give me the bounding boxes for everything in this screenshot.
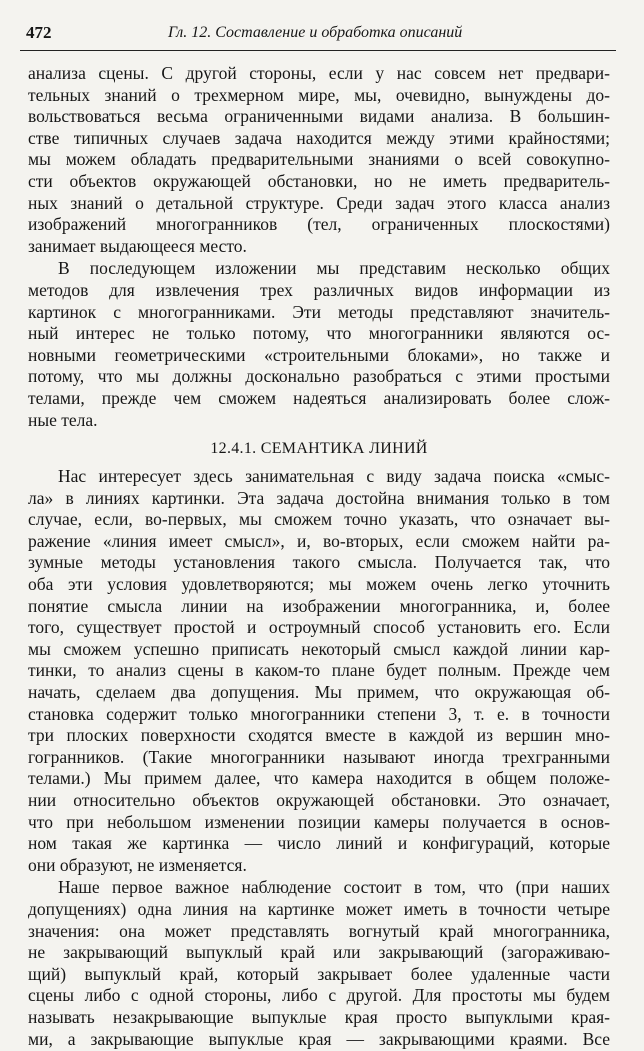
text-line: три плоских поверхности сходятся вместе в каждой из вершин мно- bbox=[28, 725, 610, 746]
text-line: ный интерес не только потому, что многогранники являются ос- bbox=[28, 323, 610, 344]
text-line: телами, прежде чем сможем надеяться анализировать более слож- bbox=[28, 387, 610, 408]
text-line: ла» в линиях картинки. Эта задача достойна внимания только в том bbox=[28, 487, 610, 508]
text-line: В последующем изложении мы представим несколько общих bbox=[58, 258, 610, 279]
text-line: что при небольшом изменении позиции камеры получается в основ- bbox=[28, 811, 610, 832]
text-line: ражение «линия имеет смысл», и, во-вторых, если сможем найти ра- bbox=[28, 530, 610, 551]
text-line: ном такая же картинка — число линий и конфигураций, которые bbox=[28, 833, 610, 854]
text-line: новными геометрическими «строительными блоками», но также и bbox=[28, 344, 610, 365]
text-line: не закрывающий выпуклый край или закрывающий (загораживаю- bbox=[28, 942, 610, 963]
text-line: сцены либо с одной стороны, либо с другой. Для простоты мы будем bbox=[28, 985, 610, 1006]
text-line: щий) выпуклый край, который закрывает более удаленные части bbox=[28, 963, 610, 984]
running-title: Гл. 12. Составление и обработка описаний bbox=[168, 24, 463, 41]
text-line: того, существует простой и остроумный способ установить его. Если bbox=[28, 617, 610, 638]
text-line: мы можем обладать предварительными знаниями о всей совокупно- bbox=[28, 149, 610, 170]
text-line: занимает выдающееся место. bbox=[28, 235, 247, 256]
text-line: ные тела. bbox=[28, 409, 98, 430]
text-line: Наше первое важное наблюдение состоит в том, что (при наших bbox=[58, 877, 610, 898]
text-line: становка содержит только многогранники степени 3, т. е. в точности bbox=[28, 703, 610, 724]
text-line: потому, что мы должны досконально разобраться с этими простыми bbox=[28, 366, 610, 387]
page-body bbox=[28, 63, 610, 1051]
paragraph-3 bbox=[28, 466, 610, 876]
text-line: зумные методы установления такого смысла. Получается так, что bbox=[28, 552, 610, 573]
text-line: телами.) Мы примем далее, что камера находится в общем положе- bbox=[28, 768, 610, 789]
text-line: начать, сделаем два допущения. Мы примем, что окружающая об- bbox=[28, 682, 610, 703]
text-line: они образуют, не изменяется. bbox=[28, 854, 247, 875]
text-line: оба эти условия удовлетворяются; мы можем очень легко уточнить bbox=[28, 574, 610, 595]
paragraph-2 bbox=[28, 258, 610, 431]
text-line: нии относительно объектов окружающей обстановки. Это означает, bbox=[28, 790, 610, 810]
text-line: ми, а закрывающие выпуклые края — закрывающими краями. Все bbox=[28, 1028, 610, 1049]
page-number: 472 bbox=[26, 23, 52, 42]
text-line: гогранников. (Такие многогранники называют иногда трехгранными bbox=[28, 746, 610, 767]
text-line: называть незакрывающие выпуклые края просто выпуклыми края- bbox=[28, 1006, 610, 1027]
text-line: тельных знаний о трехмерном мире, мы, очевидно, вынуждены до- bbox=[28, 84, 610, 105]
text-line: мы сможем успешно приписать некоторый смысл каждой линии кар- bbox=[28, 638, 610, 659]
text-line: изображений многогранников (тел, ограниченных плоскостями) bbox=[28, 214, 610, 235]
text-line: ных знаний о детальной структуре. Среди задач этого класса анализ bbox=[28, 192, 610, 213]
text-line: тинки, то анализ сцены в каком-то плане будет полным. Прежде чем bbox=[28, 660, 610, 681]
text-line: допущениях) одна линия на картинке может иметь в точности четыре bbox=[28, 898, 610, 919]
text-line: значения: она может представлять вогнутый край многогранника, bbox=[28, 920, 610, 941]
text-line: анализа сцены. С другой стороны, если у нас совсем нет предвари- bbox=[28, 63, 610, 83]
text-line: случае, если, во-первых, мы сможем точно указать, что означает вы- bbox=[28, 509, 610, 530]
paragraph-1 bbox=[28, 63, 610, 257]
text-line: Нас интересует здесь занимательная с виду задача поиска «смыс- bbox=[58, 466, 610, 487]
text-line: методов для извлечения трех различных видов информации из bbox=[28, 279, 610, 300]
text-line: сти объектов окружающей обстановки, но не иметь предваритель- bbox=[28, 170, 610, 191]
text-line: стве типичных случаев задача находится между этими крайностями; bbox=[28, 127, 610, 148]
page-header bbox=[20, 22, 616, 51]
section-heading: 12.4.1. СЕМАНТИКА ЛИНИЙ bbox=[210, 440, 428, 458]
paragraph-4 bbox=[28, 877, 610, 1050]
text-line: вольствоваться весьма ограниченными видами анализа. В большин- bbox=[28, 106, 610, 127]
text-line: картинок с многогранниками. Эти методы представляют значитель- bbox=[28, 301, 610, 322]
text-line: понятие смысла линии на изображении многогранника, и, более bbox=[28, 595, 610, 616]
